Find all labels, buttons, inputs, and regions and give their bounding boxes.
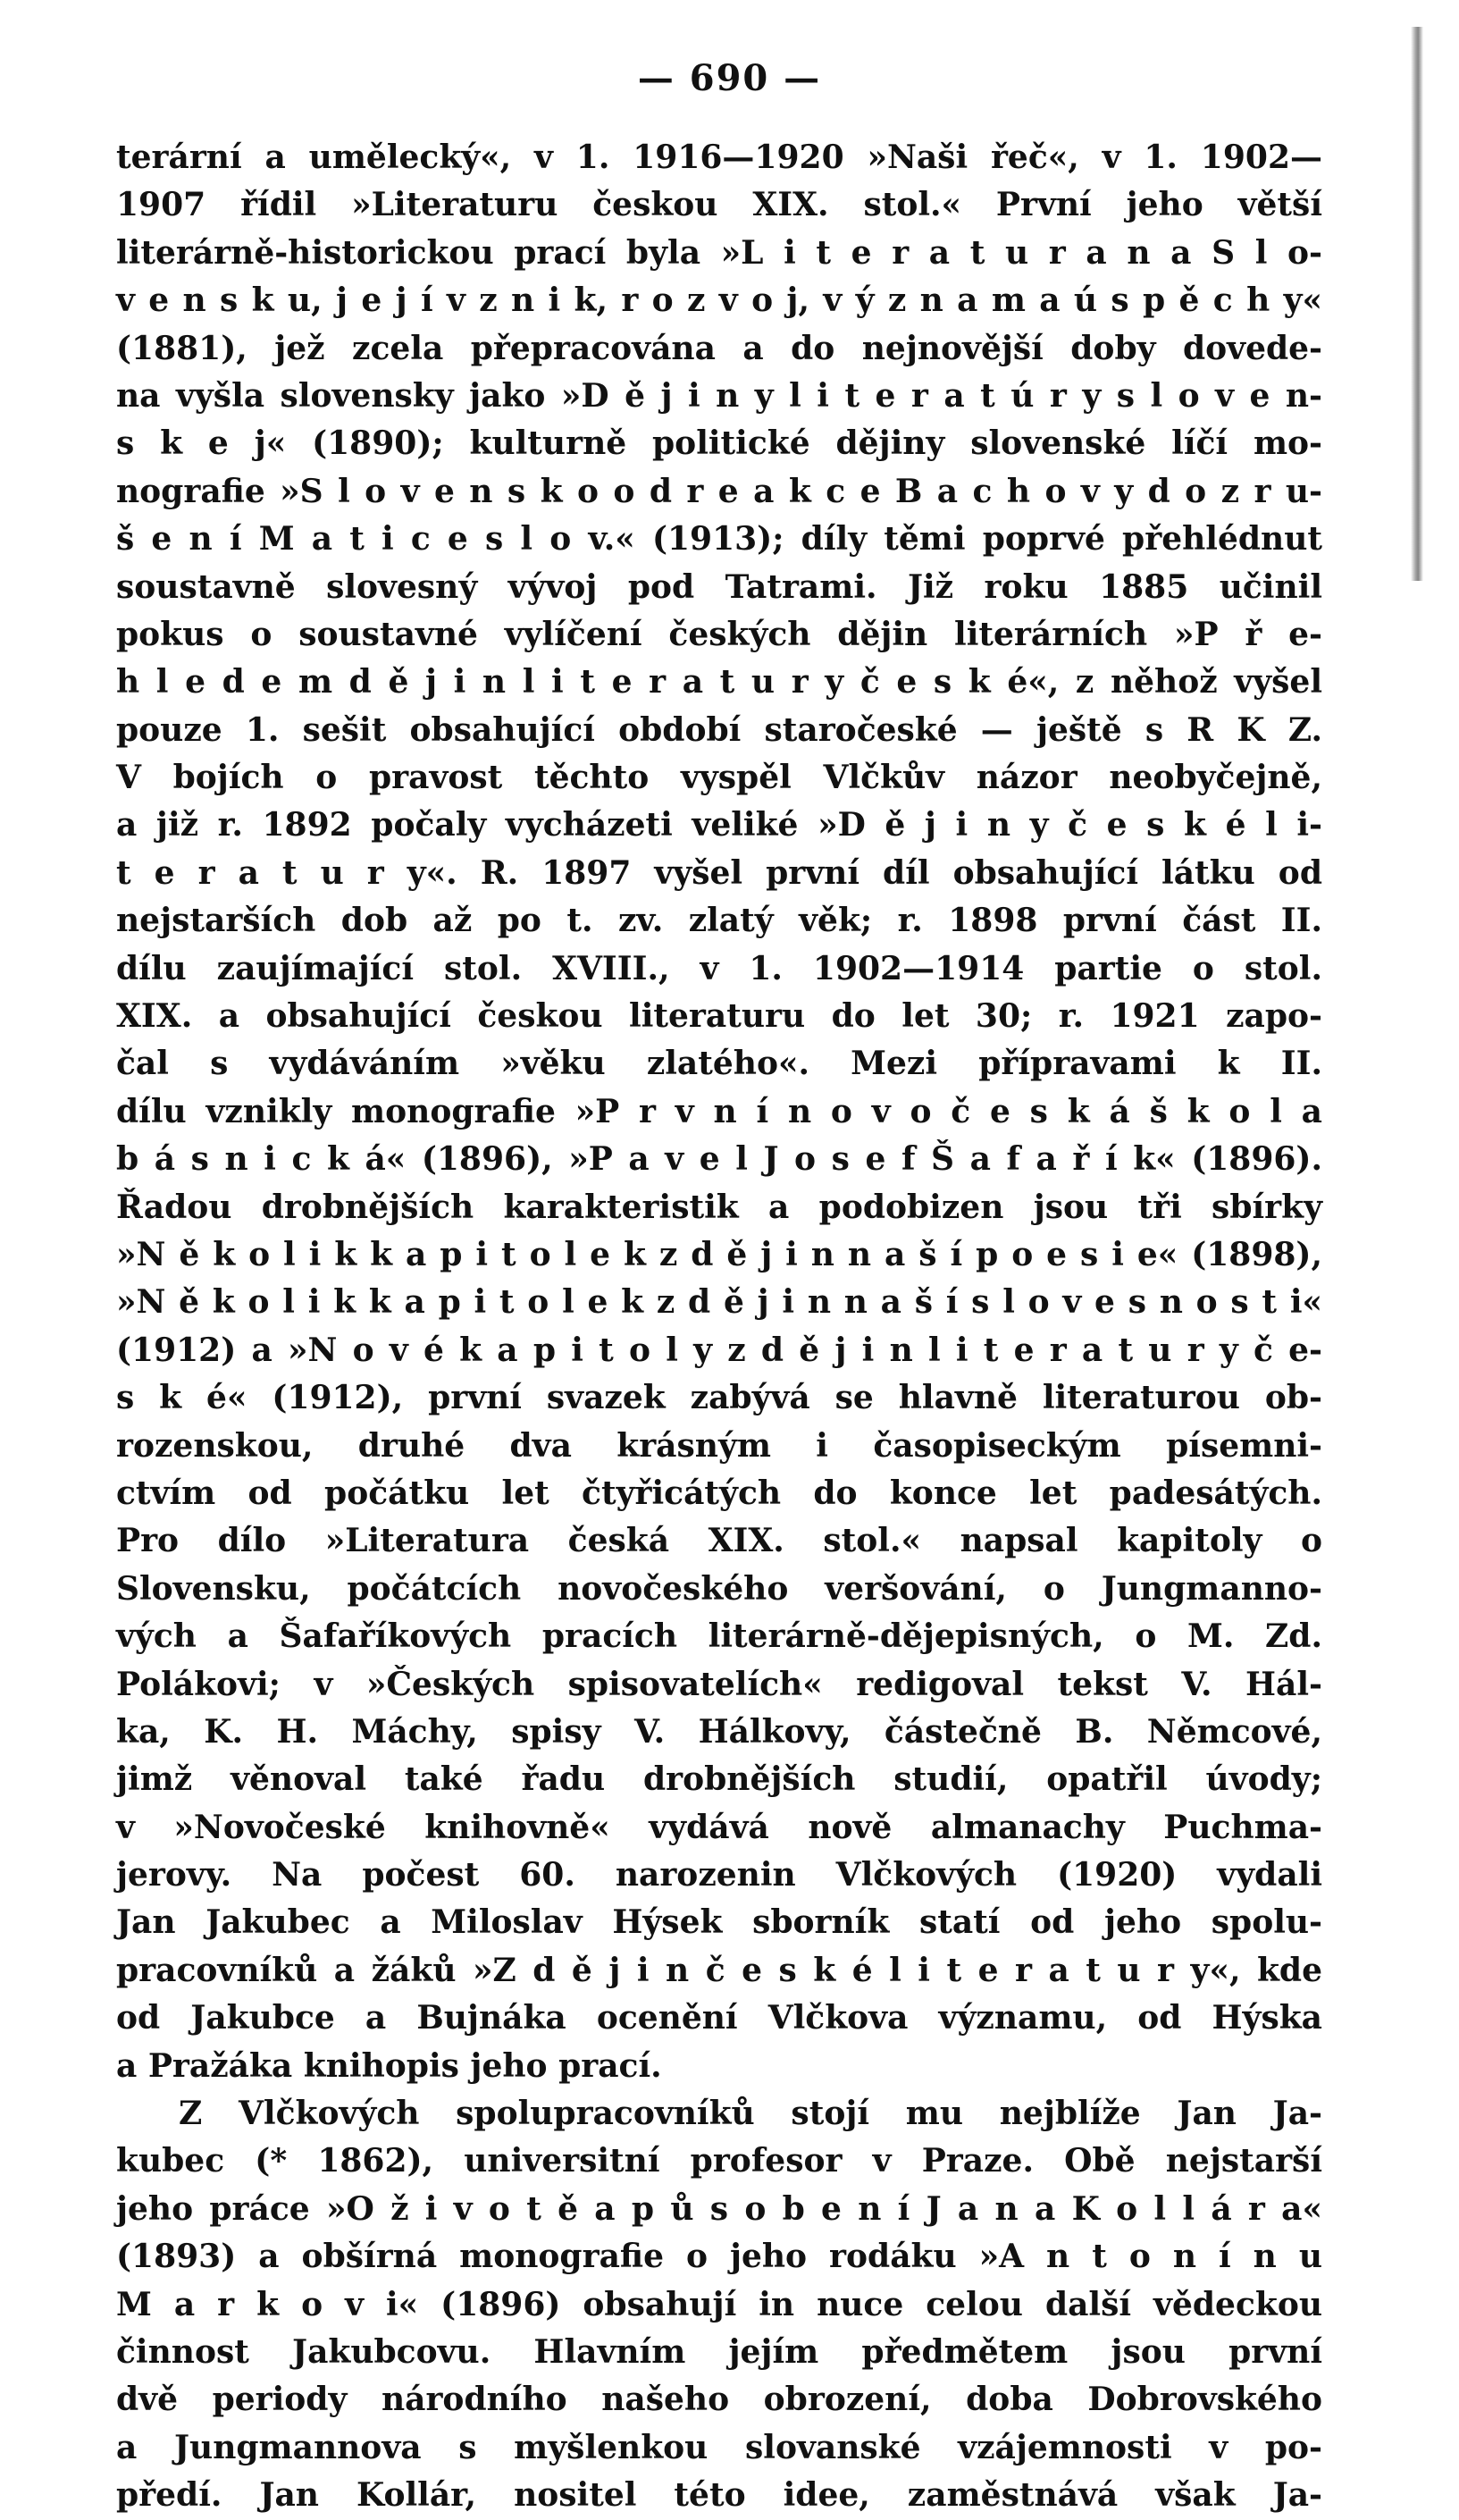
text-line: činnost Jakubcovu. Hlavním jejím předmětem jsou první bbox=[116, 2332, 1322, 2371]
text-line: a již r. 1892 počaly vycházeti veliké »D ě j i n y č e s k é l i- bbox=[116, 806, 1322, 844]
text-line: kubec (* 1862), universitní profesor v Praze. Obě nejstarší bbox=[116, 2142, 1322, 2180]
text-line: čal s vydáváním »věku zlatého«. Mezi přípravami k II. bbox=[116, 1045, 1322, 1083]
text-line: b á s n i c k á« (1896), »P a v e l J o s e f Š a f a ř í k« (1896). bbox=[116, 1140, 1322, 1179]
text-line: nografie »S l o v e n s k o o d r e a k c e B a c h o v y d o z r u- bbox=[116, 472, 1322, 510]
text-line: (1893) a obšírná monografie o jeho rodáku »A n t o n í n u bbox=[116, 2238, 1322, 2276]
text-line: V bojích o pravost těchto vyspěl Vlčkův názor neobyčejně, bbox=[116, 759, 1322, 797]
text-line: a Pražáka knihopis jeho prací. bbox=[116, 2046, 662, 2085]
text-line: s k e j« (1890); kulturně politické dějiny slovenské líčí mo- bbox=[116, 424, 1322, 463]
text-line: š e n í M a t i c e s l o v.« (1913); díly těmi poprvé přehlédnut bbox=[116, 520, 1322, 559]
text-line: jimž věnoval také řadu drobnějších studií, opatřil úvody; bbox=[116, 1760, 1322, 1799]
text-line: rozenskou, druhé dva krásným i časopiseckým písemni- bbox=[116, 1426, 1322, 1465]
text-line: Jan Jakubec a Miloslav Hýsek sborník statí od jeho spolu- bbox=[116, 1903, 1322, 1942]
text-line: pouze 1. sešit obsahující období staročeské — ještě s R K Z. bbox=[116, 710, 1322, 749]
text-line: od Jakubce a Bujnáka ocenění Vlčkova významu, od Hýska bbox=[116, 1999, 1322, 2037]
text-line: t e r a t u r y«. R. 1897 vyšel první díl obsahující látku od bbox=[116, 853, 1322, 892]
text-line: Z Vlčkových spolupracovníků stojí mu nejblíže Jan Ja- bbox=[179, 2095, 1322, 2133]
text-line: dílu zaujímající stol. XVIII., v 1. 1902—1914 partie o stol. bbox=[116, 949, 1322, 987]
text-line: nejstarších dob až po t. zv. zlatý věk; r. 1898 první část II. bbox=[116, 902, 1322, 940]
page-edge-shadow bbox=[1411, 27, 1423, 581]
text-line: vých a Šafaříkových pracích literárně-dějepisných, o M. Zd. bbox=[116, 1617, 1322, 1656]
text-line: předí. Jan Kollár, nositel této idee, zaměstnává však Ja- bbox=[116, 2476, 1322, 2515]
text-line: dvě periody národního našeho obrození, doba Dobrovského bbox=[116, 2381, 1322, 2419]
text-line: v »Novočeské knihovně« vydává nově almanachy Puchma- bbox=[116, 1808, 1322, 1846]
text-line: ctvím od počátku let čtyřicátých do konce let padesátých. bbox=[116, 1474, 1322, 1512]
text-line: XIX. a obsahující českou literaturu do let 30; r. 1921 zapo- bbox=[116, 997, 1322, 1036]
text-line: Řadou drobnějších karakteristik a podobizen jsou tři sbírky bbox=[116, 1188, 1322, 1226]
text-line: jerovy. Na počest 60. narozenin Vlčkových (1920) vydali bbox=[116, 1856, 1322, 1894]
text-line: na vyšla slovensky jako »D ě j i n y l i t e r a t ú r y s l o v e n- bbox=[116, 376, 1322, 415]
text-line: dílu vznikly monografie »P r v n í n o v o č e s k á š k o l a bbox=[116, 1092, 1322, 1130]
text-line: Pro dílo »Literatura česká XIX. stol.« napsal kapitoly o bbox=[116, 1522, 1322, 1560]
text-line: »N ě k o l i k k a p i t o l e k z d ě j i n n a š í p o e s i e« (1898), bbox=[116, 1235, 1322, 1273]
text-line: pokus o soustavné vylíčení českých dějin literárních »P ř e- bbox=[116, 615, 1322, 653]
text-line: a Jungmannova s myšlenkou slovanské vzájemnosti v po- bbox=[116, 2428, 1322, 2466]
text-line: soustavně slovesný vývoj pod Tatrami. Již roku 1885 učinil bbox=[116, 567, 1322, 606]
text-line: Polákovi; v »Českých spisovatelích« redigoval tekst V. Hál- bbox=[116, 1665, 1322, 1703]
text-line: terární a umělecký«, v 1. 1916—1920 »Naši řeč«, v 1. 1902— bbox=[116, 139, 1322, 176]
text-line: s k é« (1912), první svazek zabývá se hlavně literaturou ob- bbox=[116, 1379, 1322, 1417]
text-line: jeho práce »O ž i v o t ě a p ů s o b e n í J a n a K o l l á r a« bbox=[116, 2189, 1322, 2228]
text-line: h l e d e m d ě j i n l i t e r a t u r y č e s k é«, z něhož vyšel bbox=[116, 663, 1322, 701]
text-line: »N ě k o l i k k a p i t o l e k z d ě j i n n a š í s l o v e s n o s t i« bbox=[116, 1283, 1322, 1322]
text-line: v e n s k u, j e j í v z n i k, r o z v o j, v ý z n a m a ú s p ě c h y« bbox=[116, 281, 1322, 320]
text-line: ka, K. H. Máchy, spisy V. Hálkovy, částečně B. Němcové, bbox=[116, 1712, 1322, 1751]
text-line: pracovníků a žáků »Z d ě j i n č e s k é l i t e r a t u r y«, kde bbox=[116, 1951, 1322, 1989]
body-text bbox=[116, 134, 1322, 2520]
text-line: literárně-historickou prací byla »L i t e r a t u r a n a S l o- bbox=[116, 233, 1322, 272]
text-line: (1912) a »N o v é k a p i t o l y z d ě j i n l i t e r a t u r y č e- bbox=[116, 1331, 1322, 1369]
text-line: Slovensku, počátcích novočeského veršování, o Jungmanno- bbox=[116, 1569, 1322, 1608]
text-line: M a r k o v i« (1896) obsahují in nuce celou další vědeckou bbox=[116, 2285, 1322, 2323]
text-line: (1881), jež zcela přepracována a do nejnovější doby dovede- bbox=[116, 329, 1322, 367]
text-line: 1907 řídil »Literaturu českou XIX. stol.« První jeho větší bbox=[116, 186, 1322, 224]
page-number: — 690 — bbox=[637, 57, 822, 99]
